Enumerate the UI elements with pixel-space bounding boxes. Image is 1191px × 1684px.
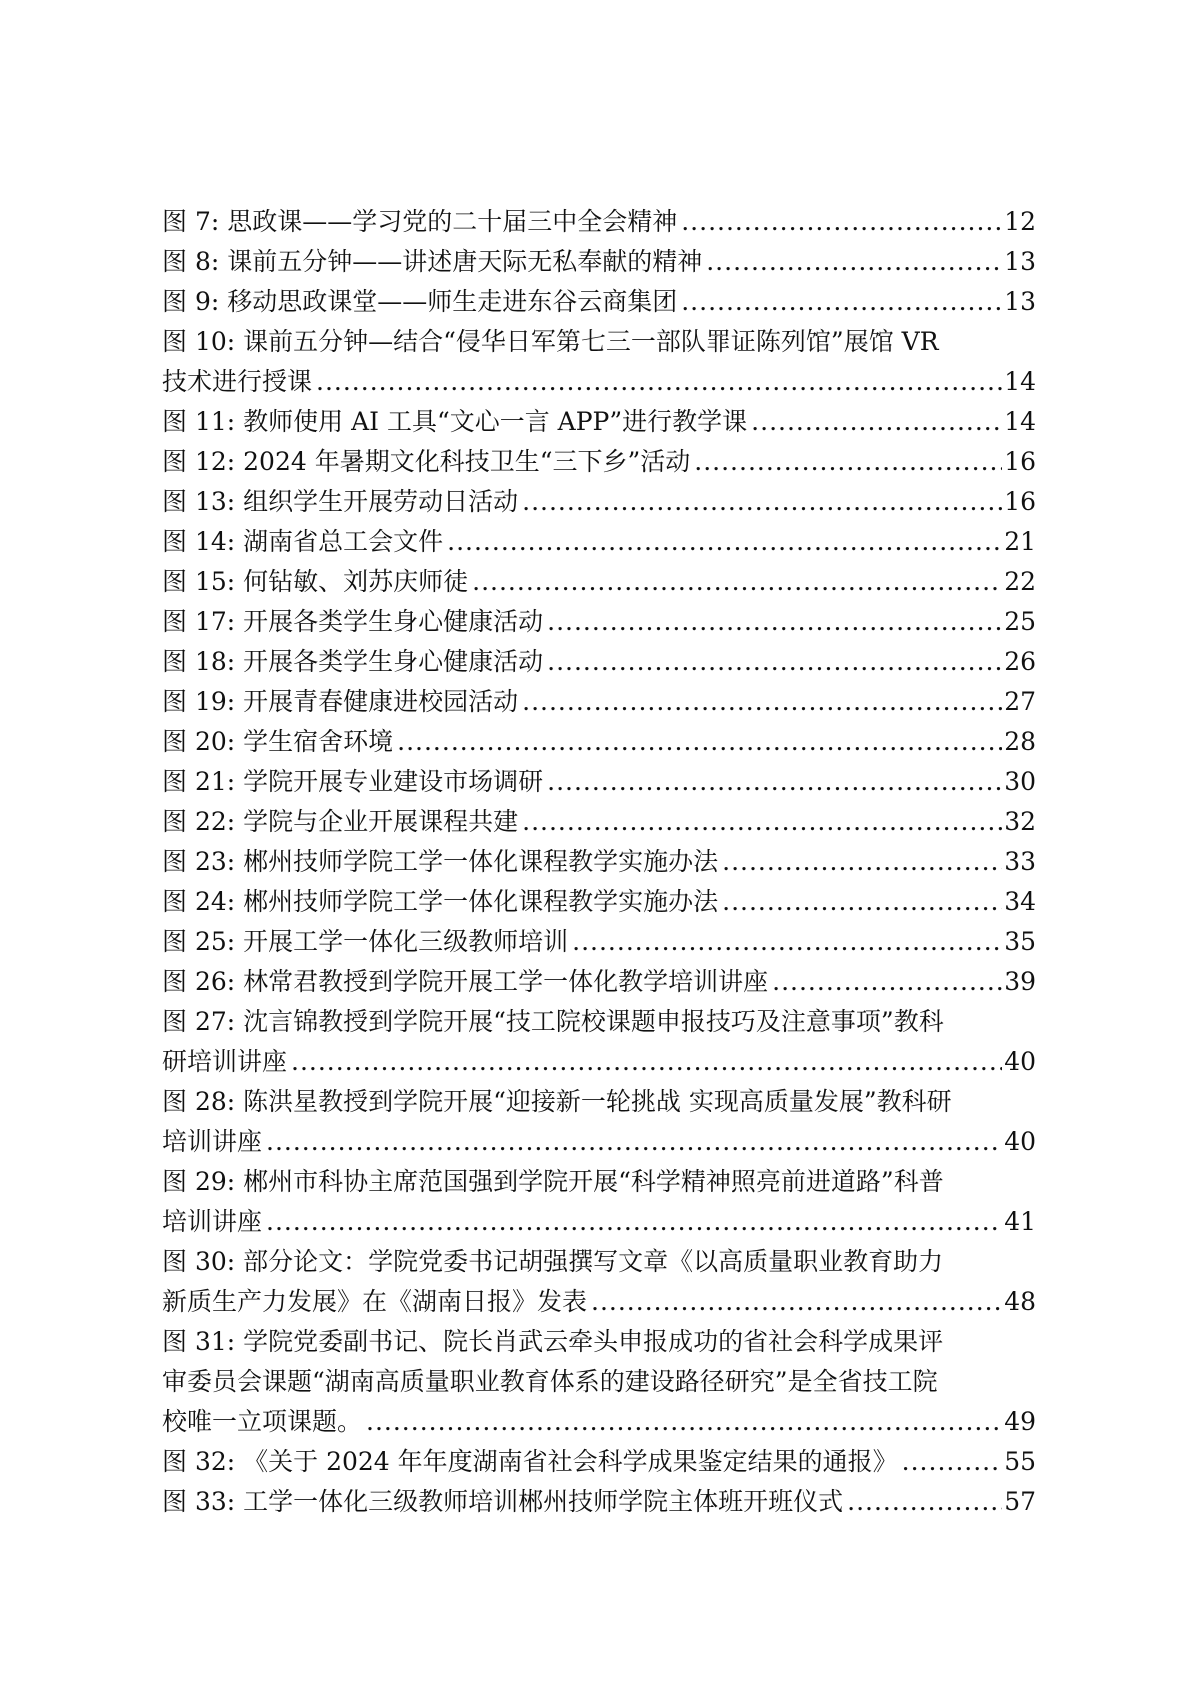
toc-page-number: 16: [1004, 487, 1036, 516]
toc-entry-label: 图 9: 移动思政课堂——师生走进东谷云商集团: [162, 287, 678, 316]
toc-page-number: 14: [1004, 367, 1036, 396]
toc-page-number: 49: [1004, 1407, 1036, 1436]
dot-leader: [316, 362, 1002, 402]
toc-entry-final-line: [162, 562, 1036, 602]
toc-entry-text-line: 图 29: 郴州市科协主席范国强到学院开展“科学精神照亮前进道路”科普: [162, 1167, 944, 1196]
dot-leader: [722, 842, 1002, 882]
dot-leader: [751, 402, 1002, 442]
toc-entry-final-line: [162, 1122, 1036, 1162]
toc-entry: [162, 202, 1036, 242]
toc-entry: [162, 442, 1036, 482]
toc-entry: [162, 1242, 1036, 1322]
toc-page-number: 40: [1004, 1047, 1036, 1076]
toc-entry: [162, 882, 1036, 922]
toc-page-number: 16: [1004, 447, 1036, 476]
toc-page-number: 28: [1004, 727, 1036, 756]
dot-leader: [681, 282, 1002, 322]
toc-entry-final-line: [162, 362, 1036, 402]
toc-entry-final-line: [162, 602, 1036, 642]
toc-entry-final-line: [162, 922, 1036, 962]
toc-entry-text-line: 图 10: 课前五分钟—结合“侵华日军第七三一部队罪证陈列馆”展馆 VR: [162, 327, 939, 356]
toc-page-number: 57: [1004, 1487, 1036, 1516]
toc-entry-text-line: 图 28: 陈洪星教授到学院开展“迎接新一轮挑战 实现高质量发展”教科研: [162, 1087, 952, 1116]
dot-leader: [522, 682, 1002, 722]
toc-entry-label: 培训讲座: [162, 1207, 263, 1236]
toc-entry-final-line: [162, 1402, 1036, 1442]
toc-page-number: 12: [1004, 207, 1036, 236]
toc-entry-label: 图 32: 《关于 2024 年年度湖南省社会科学成果鉴定结果的通报》: [162, 1447, 898, 1476]
toc-entry: [162, 802, 1036, 842]
toc-entry: [162, 562, 1036, 602]
toc-entry-final-line: [162, 722, 1036, 762]
toc-entry-final-line: [162, 882, 1036, 922]
toc-entry-label: 图 24: 郴州技师学院工学一体化课程教学实施办法: [162, 887, 719, 916]
toc-entry: [162, 762, 1036, 802]
dot-leader: [291, 1042, 1002, 1082]
toc-entry-label: 图 8: 课前五分钟——讲述唐天际无私奉献的精神: [162, 247, 703, 276]
toc-entry-final-line: [162, 842, 1036, 882]
toc-entry-label: 图 12: 2024 年暑期文化科技卫生“三下乡”活动: [162, 447, 691, 476]
toc-page-number: 33: [1004, 847, 1036, 876]
dot-leader: [694, 442, 1002, 482]
toc-page-number: 21: [1004, 527, 1036, 556]
toc-entry: [162, 242, 1036, 282]
toc-entry-label: 技术进行授课: [162, 367, 313, 396]
toc-entry-final-line: [162, 482, 1036, 522]
toc-entry-final-line: [162, 762, 1036, 802]
toc-entry-final-line: [162, 1202, 1036, 1242]
dot-leader: [681, 202, 1002, 242]
toc-entry-final-line: [162, 1442, 1036, 1482]
toc-entry: [162, 522, 1036, 562]
toc-entry-label: 图 14: 湖南省总工会文件: [162, 527, 444, 556]
toc-entry-label: 校唯一立项课题。: [162, 1407, 363, 1436]
toc-entry-final-line: [162, 1042, 1036, 1082]
dot-leader: [547, 762, 1002, 802]
dot-leader: [547, 602, 1002, 642]
toc-entry-final-line: [162, 1482, 1036, 1522]
toc-page-number: 25: [1004, 607, 1036, 636]
dot-leader: [572, 922, 1002, 962]
toc-entry: [162, 682, 1036, 722]
toc-entry-label: 图 11: 教师使用 AI 工具“文心一言 APP”进行教学课: [162, 407, 748, 436]
dot-leader: [397, 722, 1002, 762]
toc-entry-final-line: [162, 442, 1036, 482]
toc-entry: [162, 1442, 1036, 1482]
toc-page-number: 34: [1004, 887, 1036, 916]
toc-entry-label: 研培训讲座: [162, 1047, 288, 1076]
toc-entry: [162, 602, 1036, 642]
toc-entry-final-line: [162, 522, 1036, 562]
toc-page-number: 41: [1004, 1207, 1036, 1236]
toc-entry-text-line: 图 27: 沈言锦教授到学院开展“技工院校课题申报技巧及注意事项”教科: [162, 1007, 944, 1036]
toc-entry: [162, 962, 1036, 1002]
toc-entry: [162, 1162, 1036, 1242]
dot-leader: [706, 242, 1002, 282]
dot-leader: [547, 642, 1002, 682]
toc-entry: [162, 842, 1036, 882]
toc-entry-text-line: 图 30: 部分论文：学院党委书记胡强撰写文章《以高质量职业教育助力: [162, 1247, 944, 1276]
toc-entry-label: 图 13: 组织学生开展劳动日活动: [162, 487, 519, 516]
toc-entry-final-line: [162, 642, 1036, 682]
toc-entry: [162, 322, 1036, 402]
dot-leader: [447, 522, 1002, 562]
toc-entry-label: 新质生产力发展》在《湖南日报》发表: [162, 1287, 588, 1316]
dot-leader: [722, 882, 1002, 922]
toc-page-number: 30: [1004, 767, 1036, 796]
toc-page-number: 39: [1004, 967, 1036, 996]
toc-entry: [162, 282, 1036, 322]
toc-entry-label: 图 17: 开展各类学生身心健康活动: [162, 607, 544, 636]
toc-entry-label: 图 20: 学生宿舍环境: [162, 727, 394, 756]
toc-entry: [162, 1082, 1036, 1162]
dot-leader: [472, 562, 1002, 602]
toc-page-number: 13: [1004, 287, 1036, 316]
toc-entry-final-line: [162, 682, 1036, 722]
toc-page-number: 13: [1004, 247, 1036, 276]
toc-entry: [162, 1482, 1036, 1522]
toc-entry-final-line: [162, 242, 1036, 282]
toc-page-number: 27: [1004, 687, 1036, 716]
toc-entry-label: 图 7: 思政课——学习党的二十届三中全会精神: [162, 207, 678, 236]
toc-entry-final-line: [162, 1282, 1036, 1322]
toc-entry-label: 图 23: 郴州技师学院工学一体化课程教学实施办法: [162, 847, 719, 876]
toc-entry-final-line: [162, 402, 1036, 442]
toc-page-number: 35: [1004, 927, 1036, 956]
toc-entry: [162, 1322, 1036, 1442]
toc-entry: [162, 642, 1036, 682]
toc-entry: [162, 402, 1036, 442]
dot-leader: [902, 1442, 1003, 1482]
toc-entry-text-line: 审委员会课题“湖南高质量职业教育体系的建设路径研究”是全省技工院: [162, 1367, 938, 1396]
toc-entry-final-line: [162, 802, 1036, 842]
dot-leader: [366, 1402, 1002, 1442]
toc-entry-label: 图 22: 学院与企业开展课程共建: [162, 807, 519, 836]
toc-page-number: 26: [1004, 647, 1036, 676]
toc-page-number: 55: [1004, 1447, 1036, 1476]
toc-entry-label: 图 19: 开展青春健康进校园活动: [162, 687, 519, 716]
dot-leader: [847, 1482, 1002, 1522]
toc-page-number: 40: [1004, 1127, 1036, 1156]
toc-page-number: 14: [1004, 407, 1036, 436]
dot-leader: [772, 962, 1002, 1002]
toc-entry-final-line: [162, 202, 1036, 242]
toc-entry: [162, 722, 1036, 762]
toc-entry: [162, 922, 1036, 962]
dot-leader: [522, 802, 1002, 842]
figure-index-list: [162, 202, 1036, 1522]
toc-page-number: 32: [1004, 807, 1036, 836]
toc-entry-label: 图 21: 学院开展专业建设市场调研: [162, 767, 544, 796]
dot-leader: [591, 1282, 1002, 1322]
dot-leader: [266, 1202, 1002, 1242]
toc-entry-label: 图 26: 林常君教授到学院开展工学一体化教学培训讲座: [162, 967, 769, 996]
toc-entry: [162, 482, 1036, 522]
toc-entry-label: 图 15: 何钻敏、刘苏庆师徒: [162, 567, 469, 596]
toc-entry-label: 图 25: 开展工学一体化三级教师培训: [162, 927, 569, 956]
toc-entry-label: 培训讲座: [162, 1127, 263, 1156]
toc-page-number: 22: [1004, 567, 1036, 596]
toc-entry-label: 图 18: 开展各类学生身心健康活动: [162, 647, 544, 676]
toc-entry: [162, 1002, 1036, 1082]
toc-page-number: 48: [1004, 1287, 1036, 1316]
toc-entry-final-line: [162, 282, 1036, 322]
dot-leader: [266, 1122, 1002, 1162]
dot-leader: [522, 482, 1002, 522]
toc-entry-label: 图 33: 工学一体化三级教师培训郴州技师学院主体班开班仪式: [162, 1487, 844, 1516]
toc-entry-final-line: [162, 962, 1036, 1002]
toc-entry-text-line: 图 31: 学院党委副书记、院长肖武云牵头申报成功的省社会科学成果评: [162, 1327, 944, 1356]
